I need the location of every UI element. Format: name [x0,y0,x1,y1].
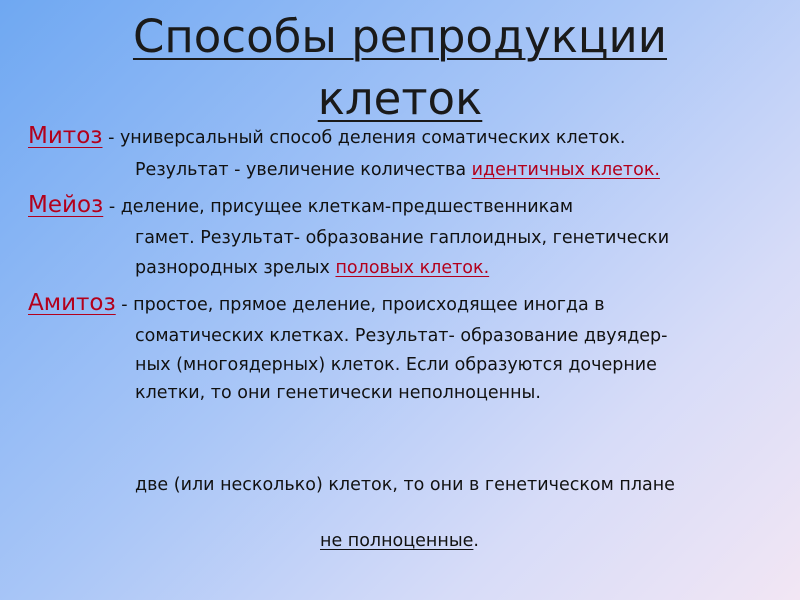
amitosis-text-1: - простое, прямое деление, происходящее иногда в [115,295,605,315]
extra-text-2-end: . [473,531,479,551]
extra-line-2 [320,529,479,553]
meiosis-line-1 [28,193,573,219]
extra-line-1 [135,473,675,497]
amitosis-line-4 [135,381,541,405]
title-line-1: Способы репродукции [132,10,668,63]
meiosis-line-3 [135,256,489,280]
mitosis-line-2 [135,158,660,182]
meiosis-highlight: половых клеток. [335,258,490,278]
amitosis-text-2: соматических клетках. Результат- образование двуядер- [135,326,668,346]
mitosis-text-2: Результат - увеличение количества [135,160,472,180]
meiosis-text-3: разнородных зрелых [135,258,336,278]
extra-text-1: две (или несколько) клеток, то они в генетическом плане [135,475,675,495]
meiosis-text-1: - деление, присущее клеткам-предшественникам [103,197,574,217]
amitosis-line-2 [135,324,668,348]
meiosis-term: Мейоз [28,192,104,218]
amitosis-text-4: клетки, то они генетически неполноценны. [135,383,541,403]
mitosis-highlight: идентичных клеток. [471,160,660,180]
page-title [0,6,800,130]
mitosis-line-1 [28,124,625,150]
amitosis-text-3: ных (многоядерных) клеток. Если образуются дочерние [135,355,657,375]
amitosis-term: Амитоз [28,290,116,316]
meiosis-text-2: гамет. Результат- образование гаплоидных, генетически [135,228,670,248]
amitosis-line-3 [135,353,657,377]
mitosis-term: Митоз [28,123,103,149]
mitosis-text-1: - универсальный способ деления соматических клеток. [102,128,626,148]
amitosis-line-1 [28,291,605,317]
extra-text-2: не полноценные [320,531,474,551]
meiosis-line-2 [135,226,669,250]
title-line-2: клеток [317,72,483,125]
